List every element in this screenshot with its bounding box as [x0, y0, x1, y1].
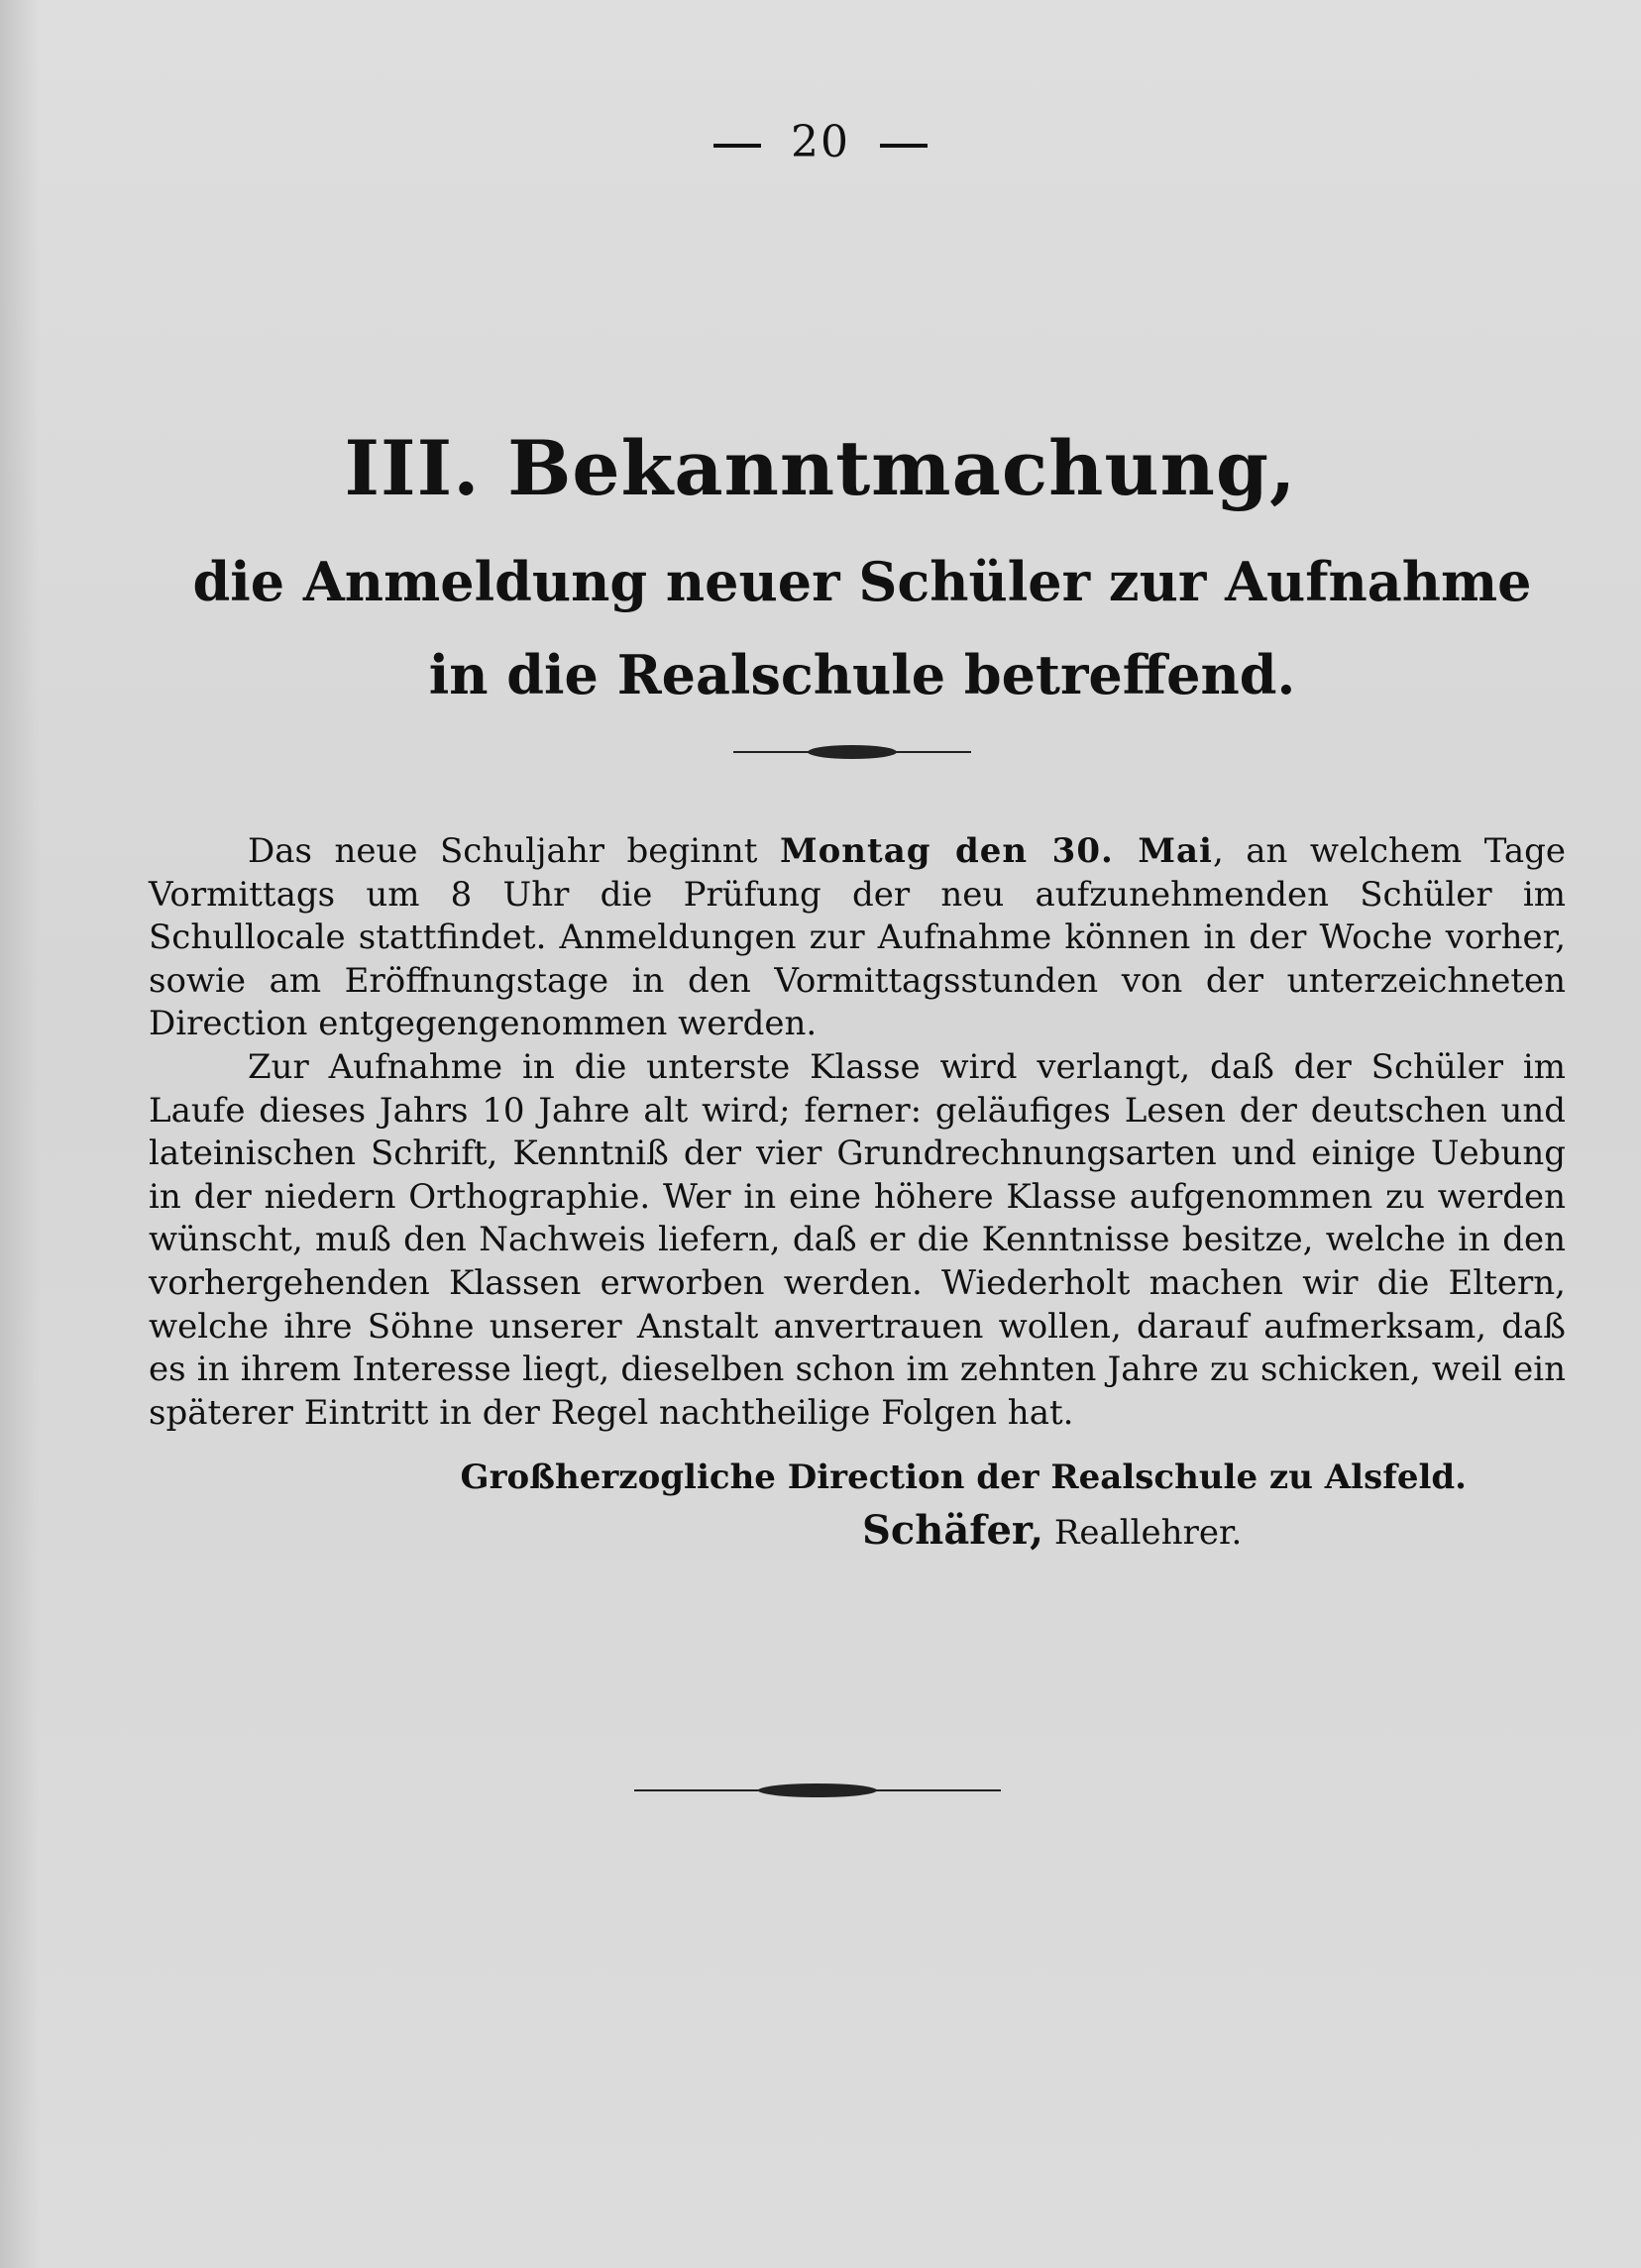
paragraph-1-rest: , an welchem Tage Vormittags um 8 Uhr die Prüfung der neu aufzunehmenden Schüler im Schullocale stattfindet. Anmeldungen zur Aufnahme können in der Woche vorher, sowie am Eröffnungstage in den Vormittagsstunden von der unterzeichneten Direction entgegengenommen werden.: [149, 831, 1566, 1044]
page-edge-shadow: [0, 0, 40, 2268]
signature-authority: Großherzogliche Direction der Realschule zu Alsfeld.: [460, 1458, 1467, 1497]
paragraph-1-start: Das neue Schuljahr beginnt: [248, 831, 780, 871]
section-title: III. Bekanntmachung,: [344, 424, 1297, 512]
page-number: [0, 117, 1641, 167]
signature-name: Schäfer,: [862, 1507, 1043, 1554]
signature-block: [149, 1453, 1566, 1562]
signature-name-line: [149, 1502, 1566, 1562]
paragraph-1: [149, 830, 1566, 1046]
announcement-body: [149, 830, 1566, 1435]
divider-ornament-bottom: [634, 1783, 1001, 1797]
dash-left: [713, 144, 761, 148]
paragraph-2: Zur Aufnahme in die unterste Klasse wird verlangt, daß der Schüler im Laufe dieses Jahrs 10 Jahre alt wird; ferner: geläufiges Lesen der deutschen und lateinischen Schrift, Kenntniß der vier Grundrechnungsarten und einige Uebung in der niedern Orthographie. Wer in eine höhere Klasse aufgenommen zu werden wünscht, muß den Nachweis liefern, daß er die Kenntnisse besitze, welche in den vorhergehenden Klassen erworben werden. Wiederholt machen wir die Eltern, welche ihre Söhne unserer Anstalt anvertrauen wollen, darauf aufmerksam, daß es in ihrem Interesse liegt, dieselben schon im zehnten Jahre zu schicken, weil ein späterer Eintritt in der Regel nachtheilige Folgen hat.: [149, 1046, 1566, 1433]
ornament-center: [758, 1783, 877, 1797]
page-number-value: 20: [791, 117, 850, 167]
section-subtitle: die Anmeldung neuer Schüler zur Aufnahme in die Realschule betreffend.: [192, 550, 1532, 706]
dash-right: [880, 144, 928, 148]
paragraph-1-date: Montag den 30. Mai: [779, 831, 1213, 871]
divider-ornament-top: [733, 745, 971, 759]
ornament-center: [808, 745, 897, 759]
signature-title: Reallehrer.: [1053, 1513, 1243, 1553]
